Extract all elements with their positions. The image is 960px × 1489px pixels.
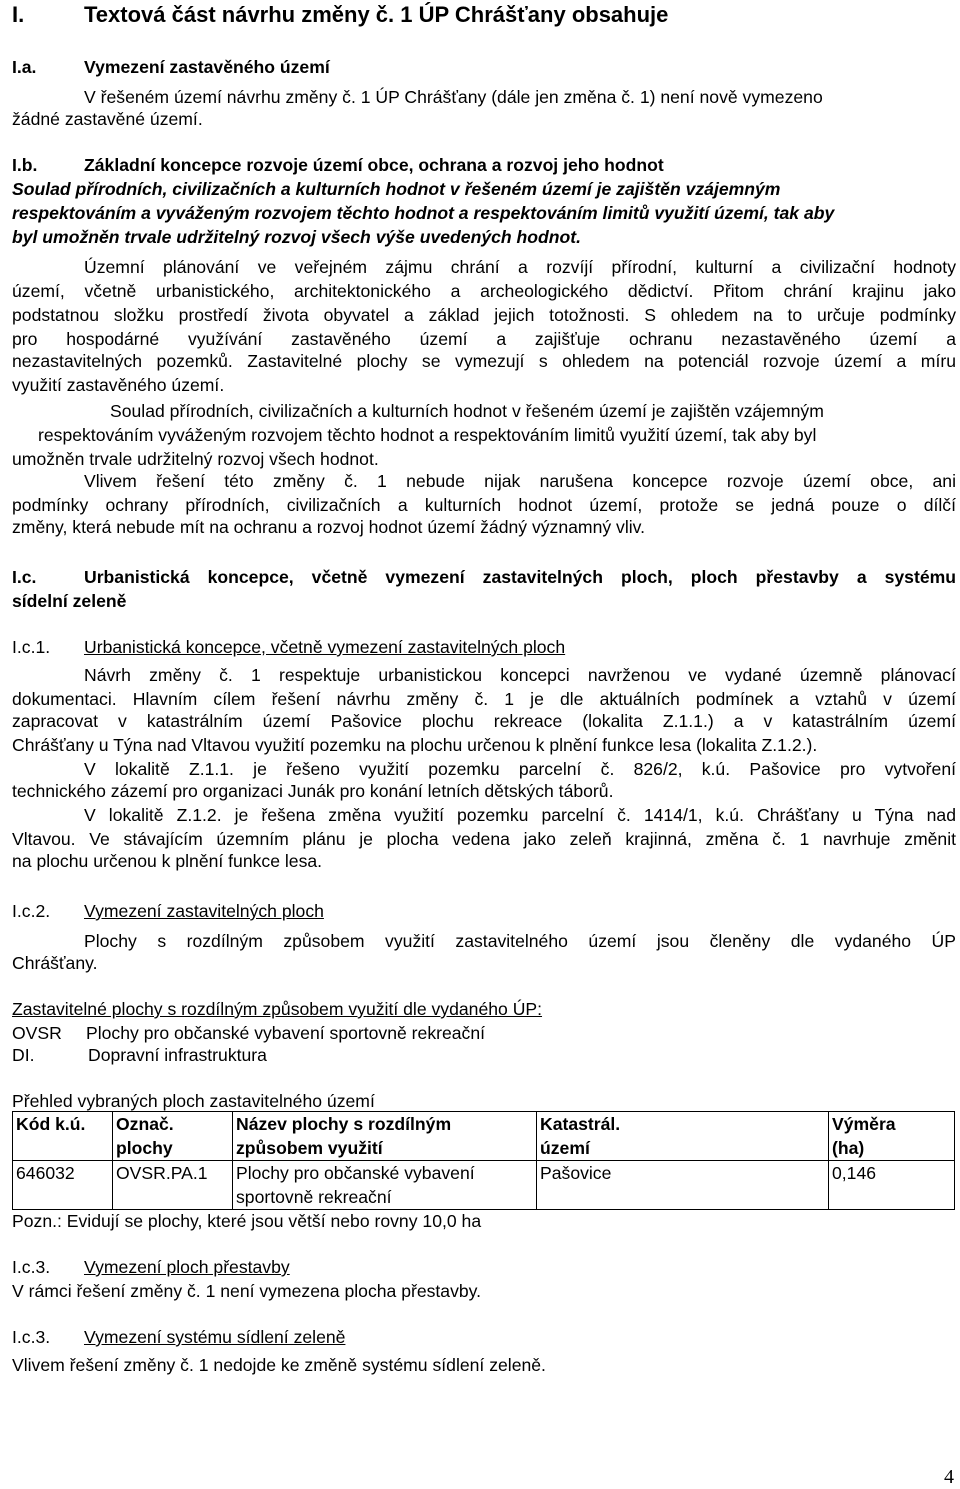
paragraph-line: Plochy s rozdílným způsobem využití zastavitelného území jsou členěny dle vydaného ÚP — [84, 931, 956, 951]
table-row — [13, 1161, 955, 1210]
header-text: (ha) — [832, 1138, 865, 1158]
code-description: Plochy pro občanské vybavení sportovně rekreační — [86, 1023, 486, 1043]
paragraph-line: změny, která nebude mít na ochranu a rozvoj hodnot území žádný významný vliv. — [12, 517, 646, 537]
section-b-title: Základní koncepce rozvoje území obce, ochrana a rozvoj jeho hodnot — [84, 155, 664, 175]
table-header-cell — [113, 1112, 233, 1161]
header-text: Název plochy s rozdílným — [236, 1114, 452, 1134]
subsection-c3-number: I.c.3. — [12, 1257, 51, 1277]
cell-nazev — [233, 1161, 537, 1210]
page-number: 4 — [944, 1466, 954, 1488]
paragraph-line: technického zázemí pro organizaci Junák pro konání letních dětských táborů. — [12, 781, 614, 801]
bold-italic-line: Soulad přírodních, civilizačních a kulturních hodnot v řešeném území je zajištěn vzájemným — [12, 179, 781, 199]
table-header-row — [13, 1112, 955, 1161]
cell-vymera: 0,146 — [829, 1161, 955, 1210]
paragraph-line: Soulad přírodních, civilizačních a kulturních hodnot v řešeném území je zajištěn vzájemným — [110, 401, 824, 421]
paragraph-line: pro hospodárné využívání zastavěného území a zajišťuje ochranu nezastavěného území a — [12, 329, 956, 349]
header-text: způsobem využití — [236, 1138, 383, 1158]
header-text: Označ. — [116, 1114, 174, 1134]
header-text: Výměra — [832, 1114, 896, 1134]
cell-text: sportovně rekreační — [236, 1187, 392, 1207]
code-label: DI. — [12, 1045, 35, 1065]
table-note: Pozn.: Evidují se plochy, které jsou větší nebo rovny 10,0 ha — [12, 1211, 482, 1231]
header-text: území — [540, 1138, 590, 1158]
chapter-title: Textová část návrhu změny č. 1 ÚP Chrášťany obsahuje — [84, 2, 669, 27]
paragraph-line: respektováním vyváženým rozvojem těchto hodnot a respektováním limitů využití území, tak aby byl — [38, 425, 817, 445]
section-c-title-cont: sídelní zeleně — [12, 591, 127, 611]
paragraph-line: Chrášťany u Týna nad Vltavou využití pozemku na plochu určenou k plnění funkce lesa (lokalita Z.1.2.). — [12, 735, 818, 755]
subsection-c2-number: I.c.2. — [12, 901, 51, 921]
subsection-c2-title: Vymezení zastavitelných ploch — [84, 901, 324, 921]
cell-text: Plochy pro občanské vybavení — [236, 1163, 475, 1183]
paragraph-line: Chrášťany. — [12, 953, 98, 973]
section-c-number: I.c. — [12, 567, 37, 587]
section-b-number: I.b. — [12, 155, 38, 175]
zastavitelne-plochy-title: Zastavitelné plochy s rozdílným způsobem využití dle vydaného ÚP: — [12, 999, 543, 1019]
cell-katastr: Pašovice — [537, 1161, 829, 1210]
paragraph-line: dokumentaci. Hlavním cílem řešení návrhu změny č. 1 je dle aktuálních podmínek a vztahů v území — [12, 689, 956, 709]
code-label: OVSR — [12, 1023, 62, 1043]
code-description: Dopravní infrastruktura — [88, 1045, 267, 1065]
paragraph-line: podmínky ochrany přírodních, civilizačních a kulturních hodnot území, protože se jedná pouze o dílčí — [12, 495, 956, 515]
bold-italic-line: byl umožněn trvale udržitelný rozvoj všech výše uvedených hodnot. — [12, 227, 582, 247]
subsection-c3-title: Vymezení ploch přestavby — [84, 1257, 290, 1277]
subsection-c1-number: I.c.1. — [12, 637, 51, 657]
table-caption: Přehled vybraných ploch zastavitelného území — [12, 1091, 375, 1111]
paragraph-line: nezastavitelných pozemků. Zastavitelné plochy se vymezují s ohledem na potenciál rozvoje území a míru — [12, 351, 956, 371]
paragraph-line: V rámci řešení změny č. 1 není vymezena plocha přestavby. — [12, 1281, 482, 1301]
paragraph-line: žádné zastavěné území. — [12, 109, 203, 129]
table-header-cell — [233, 1112, 537, 1161]
subsection-c1-title: Urbanistická koncepce, včetně vymezení zastavitelných ploch — [84, 637, 566, 657]
cell-oznaceni: OVSR.PA.1 — [113, 1161, 233, 1210]
paragraph-line: umožněn trvale udržitelný rozvoj všech hodnot. — [12, 449, 379, 469]
paragraph-line: využití zastavěného území. — [12, 375, 225, 395]
paragraph-line: V řešeném území návrhu změny č. 1 ÚP Chrášťany (dále jen změna č. 1) není nově vymezeno — [84, 87, 823, 107]
area-table — [12, 1111, 955, 1210]
subsection-c3b-title: Vymezení systému sídlení zeleně — [84, 1327, 346, 1347]
header-text: Katastrál. — [540, 1114, 621, 1134]
paragraph-line: Vlivem řešení změny č. 1 nedojde ke změně systému sídlení zeleně. — [12, 1355, 546, 1375]
chapter-number: I. — [12, 2, 25, 27]
paragraph-line: zapracovat v katastrálním území Pašovice plochu rekreace (lokalita Z.1.1.) a v katastrálním území — [12, 711, 956, 731]
cell-kod: 646032 — [13, 1161, 113, 1210]
paragraph-line: V lokalitě Z.1.1. je řešeno využití pozemku parcelní č. 826/2, k.ú. Pašovice pro vytvoření — [84, 759, 956, 779]
section-c-title: Urbanistická koncepce, včetně vymezení zastavitelných ploch, ploch přestavby a systému — [84, 567, 956, 587]
paragraph-line: Vltavou. Ve stávajícím územním plánu je plocha vedena jako zeleň krajinná, změna č. 1 navrhuje změnit — [12, 829, 956, 849]
table-header-cell — [829, 1112, 955, 1161]
section-a-number: I.a. — [12, 57, 37, 77]
paragraph-line: území, včetně urbanistického, architektonického a archeologického dědictví. Přitom chrání krajinu jako — [12, 281, 956, 301]
paragraph-line: Vlivem řešení této změny č. 1 nebude nijak narušena koncepce rozvoje území obce, ani — [84, 471, 956, 491]
table-header-cell — [13, 1112, 113, 1161]
paragraph-line: Návrh změny č. 1 respektuje urbanistickou koncepci navrženou ve vydané územně plánovací — [84, 665, 956, 685]
section-a-title: Vymezení zastavěného území — [84, 57, 330, 77]
table-header-cell — [537, 1112, 829, 1161]
paragraph-line: na plochu určenou k plnění funkce lesa. — [12, 851, 323, 871]
paragraph-line: podstatnou složku prostředí života obyvatel a základ jejich totožnosti. S ohledem na to určuje podmínky — [12, 305, 956, 325]
header-text: Kód k.ú. — [16, 1114, 86, 1134]
subsection-c3b-number: I.c.3. — [12, 1327, 51, 1347]
header-text: plochy — [116, 1138, 173, 1158]
paragraph-line: V lokalitě Z.1.2. je řešena změna využití pozemku parcelní č. 1414/1, k.ú. Chrášťany u Týna nad — [84, 805, 956, 825]
paragraph-line: Územní plánování ve veřejném zájmu chrání a rozvíjí přírodní, kulturní a civilizační hodnoty — [84, 257, 956, 277]
bold-italic-line: respektováním a vyváženým rozvojem těchto hodnot a respektováním limitů využití území, tak aby — [12, 203, 835, 223]
